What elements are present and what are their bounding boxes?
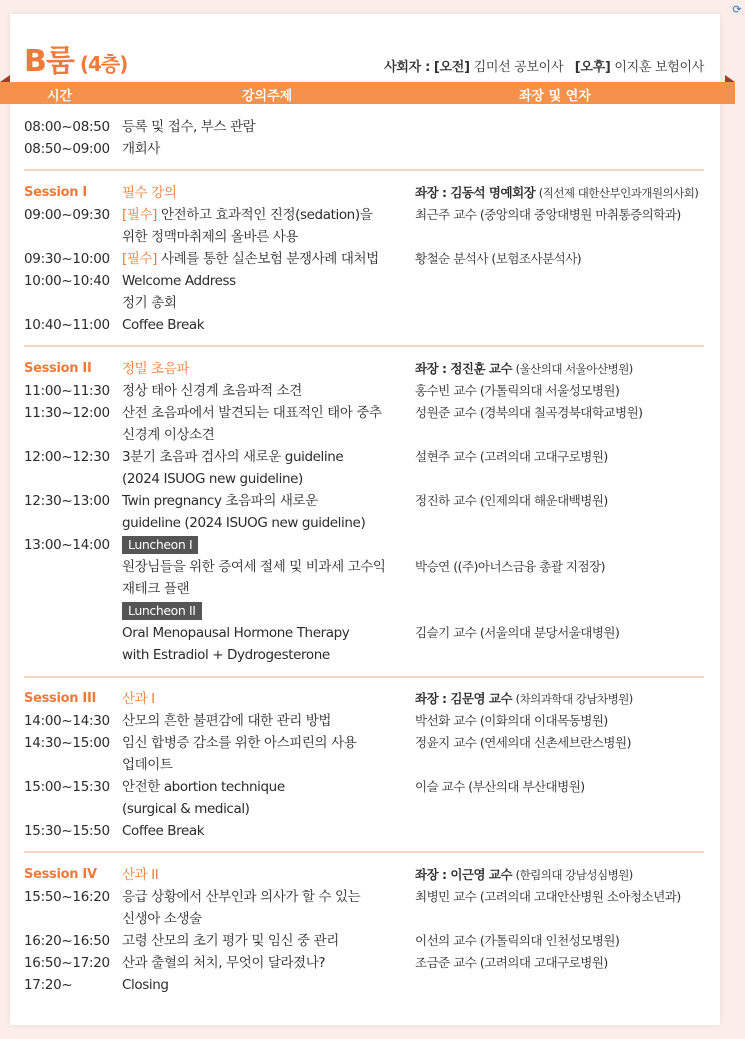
chair-name: 좌장 : 이근영 교수 [415, 867, 513, 882]
section-divider [24, 345, 704, 347]
row-topic: 산과 출혈의 처치, 무엇이 달라졌나? [122, 955, 326, 971]
row-time: 12:30~13:00 [24, 493, 110, 509]
row-topic: Coffee Break [122, 317, 205, 333]
row-topic-line2: (surgical & medical) [122, 801, 250, 817]
row-topic [122, 402, 412, 446]
header-speaker: 좌장 및 연자 [519, 89, 591, 104]
row-time: 08:50~09:00 [24, 141, 110, 157]
ribbon-fold-right [725, 75, 735, 82]
row-speaker: 이선의 교수 (가톨릭의대 인천성모병원) [415, 933, 620, 948]
row-time: 15:50~16:20 [24, 889, 110, 905]
row-speaker: 최근주 교수 (중앙의대 중앙대병원 마취통증의학과) [415, 207, 681, 222]
chair-name: 좌장 : 김동석 명예회장 [415, 185, 536, 200]
row-speaker: 정윤지 교수 (연세의대 신촌세브란스병원) [415, 735, 631, 750]
row-topic [122, 446, 412, 490]
session-label: Session III [24, 691, 97, 706]
row-topic [122, 248, 412, 270]
row-topic [122, 490, 412, 534]
required-prefix: [필수] [122, 207, 158, 223]
session-label: Session I [24, 185, 87, 200]
row-topic: 고령 산모의 초기 평가 및 임신 중 관리 [122, 933, 339, 949]
row-topic-line2: 업데이트 [122, 757, 173, 773]
chair-name: 좌장 : 정진훈 교수 [415, 361, 513, 376]
row-topic-line1: 3분기 초음파 검사의 새로운 guideline [122, 449, 344, 465]
row-topic [122, 776, 412, 820]
chair-affiliation: (직선제 대한산부인과개원의사회) [538, 186, 699, 200]
row-topic-line2: 신경계 이상소견 [122, 427, 215, 443]
chair-affiliation: (한림의대 강남성심병원) [515, 868, 633, 882]
row-topic-line2: (2024 ISUOG new guideline) [122, 471, 303, 487]
row-time: 08:00~08:50 [24, 119, 110, 135]
session-chair [415, 182, 715, 204]
chair-affiliation: (울산의대 서울아산병원) [515, 362, 633, 376]
ribbon-fold-left [0, 75, 10, 82]
row-time: 15:00~15:30 [24, 779, 110, 795]
row-speaker: 설현주 교수 (고려의대 고대구로병원) [415, 449, 608, 464]
section-divider [24, 851, 704, 853]
row-topic-line2: 신생아 소생술 [122, 911, 202, 927]
row-time: 10:00~10:40 [24, 273, 110, 289]
moderators-pm-name: 이지훈 보험이사 [614, 60, 704, 75]
session-label: Session IV [24, 867, 97, 882]
row-time: 11:00~11:30 [24, 383, 110, 399]
row-topic: 산모의 흔한 불편감에 대한 관리 방법 [122, 713, 332, 729]
row-speaker: 홍수빈 교수 (가톨릭의대 서울성모병원) [415, 383, 620, 398]
row-topic-line1: 응급 상황에서 산부인과 의사가 할 수 있는 [122, 889, 361, 905]
row-topic [122, 204, 412, 248]
row-topic-line2: with Estradiol + Dydrogesterone [122, 647, 330, 663]
row-topic [122, 600, 412, 622]
section-divider [24, 676, 704, 678]
row-speaker: 최병민 교수 (고려의대 고대안산병원 소아청소년과) [415, 889, 681, 904]
row-topic [122, 556, 412, 600]
row-topic: Closing [122, 977, 169, 993]
row-speaker: 황철순 분석사 (보험조사분석사) [415, 251, 582, 266]
moderators-am-label: [오전] [433, 60, 470, 75]
row-time: 10:40~11:00 [24, 317, 110, 333]
row-topic: 등록 및 접수, 부스 관람 [122, 119, 256, 135]
row-speaker: 김슬기 교수 (서울의대 분당서울대병원) [415, 625, 620, 640]
row-speaker: 박선화 교수 (이화의대 이대목동병원) [415, 713, 608, 728]
row-topic-line1: 원장님들을 위한 증여세 절세 및 비과세 고수익 [122, 559, 386, 575]
session-chair [415, 864, 715, 886]
header-time: 시간 [47, 89, 73, 104]
row-topic [122, 886, 412, 930]
section-divider [24, 169, 704, 171]
chair-affiliation: (차의과학대 강남차병원) [515, 692, 633, 706]
session-title: 산과 I [122, 691, 155, 707]
row-topic-line2: 위한 정맥마취제의 올바른 사용 [122, 229, 299, 245]
row-time: 09:00~09:30 [24, 207, 110, 223]
row-topic-line2: 정기 총회 [122, 295, 177, 311]
row-speaker: 박승연 ((주)아너스금융 총괄 지점장) [415, 559, 605, 574]
row-speaker: 성원준 교수 (경북의대 칠곡경북대학교병원) [415, 405, 643, 420]
row-time: 15:30~15:50 [24, 823, 110, 839]
row-topic-line1: 산전 초음파에서 발견되는 대표적인 태아 중추 [122, 405, 382, 421]
row-time: 09:30~10:00 [24, 251, 110, 267]
row-topic-line1: Twin pregnancy 초음파의 새로운 [122, 493, 318, 509]
row-time: 14:00~14:30 [24, 713, 110, 729]
row-speaker: 조금준 교수 (고려의대 고대구로병원) [415, 955, 608, 970]
row-time: 17:20~ [24, 977, 73, 993]
room-title: B룸 [24, 44, 74, 79]
session-chair [415, 358, 715, 380]
moderators-pm-label: [오후] [574, 60, 611, 75]
session-title: 필수 강의 [122, 185, 177, 201]
required-prefix: [필수] [122, 251, 158, 267]
moderators-label: 사회자 : [384, 60, 431, 75]
row-topic [122, 732, 412, 776]
row-topic-line1: 안전하고 효과적인 진정(sedation)을 [160, 207, 373, 223]
session-title: 산과 II [122, 867, 159, 883]
row-topic: 정상 태아 신경계 초음파적 소견 [122, 383, 302, 399]
header-topic: 강의주제 [242, 89, 293, 104]
room-title-row [24, 36, 128, 79]
row-topic-line1: Welcome Address [122, 273, 236, 289]
row-topic-line2: guideline (2024 ISUOG new guideline) [122, 515, 366, 531]
row-time: 16:50~17:20 [24, 955, 110, 971]
row-time: 13:00~14:00 [24, 537, 110, 553]
row-time: 14:30~15:00 [24, 735, 110, 751]
session-title: 정밀 초음파 [122, 361, 190, 377]
row-topic-line1: Oral Menopausal Hormone Therapy [122, 625, 350, 641]
row-topic [122, 622, 412, 666]
room-floor: (4층) [79, 52, 128, 76]
session-chair [415, 688, 715, 710]
link-icon[interactable]: ⟳ [732, 3, 742, 16]
table-header [0, 82, 735, 104]
chair-name: 좌장 : 김문영 교수 [415, 691, 513, 706]
row-speaker: 정진하 교수 (인제의대 해운대백병원) [415, 493, 608, 508]
luncheon-tag: Luncheon II [122, 602, 202, 620]
row-time: 11:30~12:00 [24, 405, 110, 421]
luncheon-tag: Luncheon I [122, 536, 198, 554]
row-topic-line2: 재테크 플랜 [122, 581, 190, 597]
session-label: Session II [24, 361, 92, 376]
row-speaker: 이슬 교수 (부산의대 부산대병원) [415, 779, 585, 794]
row-topic [122, 270, 412, 314]
row-topic: 개회사 [122, 141, 160, 157]
row-topic-line1: 임신 합병증 감소를 위한 아스피린의 사용 [122, 735, 357, 751]
moderators [384, 56, 704, 75]
moderators-am-name: 김미선 공보이사 [473, 60, 564, 75]
row-topic-line1: 사례를 통한 실손보험 분쟁사례 대처법 [160, 251, 379, 267]
row-time: 12:00~12:30 [24, 449, 110, 465]
row-time: 16:20~16:50 [24, 933, 110, 949]
program-card [10, 14, 720, 1025]
row-topic: Coffee Break [122, 823, 205, 839]
row-topic-line1: 안전한 abortion technique [122, 779, 285, 795]
row-topic [122, 534, 412, 556]
